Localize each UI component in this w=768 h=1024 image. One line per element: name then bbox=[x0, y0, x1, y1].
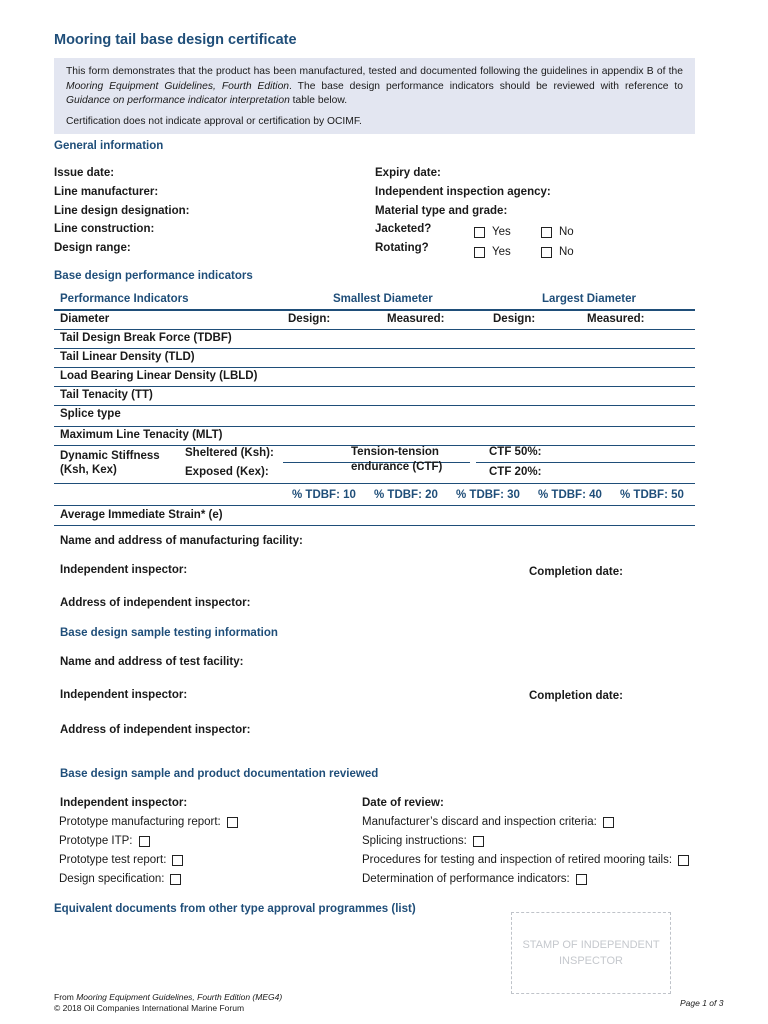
doc-item-right[interactable]: Determination of performance indicators: bbox=[362, 873, 587, 885]
row-rule bbox=[54, 405, 695, 406]
doc-checkbox[interactable] bbox=[678, 855, 689, 866]
intro-paragraph: This form demonstrates that the product has been manufactured, tested and documented following the guidelines in appendix B of the Mooring Equipment Guidelines, Fourth Edition. The base design performance indicators should be reviewed with reference to Guidance on performance indicator interpretation table below. bbox=[66, 66, 683, 106]
strain-label: Average Immediate Strain* (e) bbox=[60, 509, 223, 521]
row-rule bbox=[54, 426, 695, 427]
page-title: Mooring tail base design certificate bbox=[54, 32, 297, 48]
expiry-date-label: Expiry date: bbox=[375, 167, 441, 179]
equivalent-documents-heading: Equivalent documents from other type approval programmes (list) bbox=[54, 903, 416, 915]
diameter-label: Diameter bbox=[60, 313, 110, 325]
indicator-row: Maximum Line Tenacity (MLT) bbox=[60, 429, 223, 441]
doc-item-left[interactable]: Design specification: bbox=[59, 873, 181, 885]
inspection-agency-label: Independent inspection agency: bbox=[375, 186, 551, 198]
doc-checkbox[interactable] bbox=[227, 817, 238, 828]
indicator-row: Tail Design Break Force (TDBF) bbox=[60, 332, 232, 344]
jacketed-yes-option[interactable]: Yes bbox=[474, 226, 511, 238]
rotating-no-checkbox[interactable] bbox=[541, 247, 552, 258]
exposed-label: Exposed (Kex): bbox=[185, 466, 269, 478]
documentation-inspector-label: Independent inspector: bbox=[60, 797, 188, 809]
row-rule bbox=[54, 367, 695, 368]
tdbf-30: % TDBF: 30 bbox=[456, 489, 520, 501]
tdbf-20: % TDBF: 20 bbox=[374, 489, 438, 501]
line-design-designation-label: Line design designation: bbox=[54, 205, 190, 217]
issue-date-label: Issue date: bbox=[54, 167, 115, 179]
line-manufacturer-label: Line manufacturer: bbox=[54, 186, 159, 198]
testing-address-label: Address of independent inspector: bbox=[60, 724, 251, 736]
material-type-label: Material type and grade: bbox=[375, 205, 508, 217]
doc-checkbox[interactable] bbox=[172, 855, 183, 866]
doc-checkbox[interactable] bbox=[473, 836, 484, 847]
ctf50-label: CTF 50%: bbox=[489, 446, 542, 458]
jacketed-label: Jacketed? bbox=[375, 223, 432, 235]
tdbf-40: % TDBF: 40 bbox=[538, 489, 602, 501]
rotating-no-option[interactable]: No bbox=[541, 246, 574, 258]
doc-checkbox[interactable] bbox=[170, 874, 181, 885]
rotating-label: Rotating? bbox=[375, 242, 429, 254]
indicator-row: Load Bearing Linear Density (LBLD) bbox=[60, 370, 258, 382]
doc-item-right[interactable]: Procedures for testing and inspection of retired mooring tails: bbox=[362, 854, 689, 866]
testing-inspector-label: Independent inspector: bbox=[60, 689, 188, 701]
indicator-row: Splice type bbox=[60, 408, 121, 420]
row-rule bbox=[54, 525, 695, 526]
footer-source: From Mooring Equipment Guidelines, Fourth Edition (MEG4) bbox=[54, 992, 283, 1002]
intro-box bbox=[54, 58, 695, 134]
tdbf-10: % TDBF: 10 bbox=[292, 489, 356, 501]
doc-checkbox[interactable] bbox=[139, 836, 150, 847]
row-rule bbox=[54, 505, 695, 506]
test-facility-label: Name and address of test facility: bbox=[60, 656, 244, 668]
doc-checkbox[interactable] bbox=[603, 817, 614, 828]
design-range-label: Design range: bbox=[54, 242, 131, 254]
manufacturing-completion-label: Completion date: bbox=[529, 566, 623, 578]
tdbf-50: % TDBF: 50 bbox=[620, 489, 684, 501]
doc-item-left[interactable]: Prototype ITP: bbox=[59, 835, 150, 847]
row-rule bbox=[54, 386, 695, 387]
footer bbox=[54, 992, 282, 1014]
line-construction-label: Line construction: bbox=[54, 223, 155, 235]
jacketed-no-option[interactable]: No bbox=[541, 226, 574, 238]
doc-item-left[interactable]: Prototype manufacturing report: bbox=[59, 816, 238, 828]
row-rule bbox=[54, 483, 695, 484]
largest-design-label: Design: bbox=[493, 313, 536, 325]
indicators-heading: Base design performance indicators bbox=[54, 270, 253, 282]
intro-disclaimer: Certification does not indicate approval or certification by OCIMF. bbox=[66, 115, 362, 127]
smallest-measured-label: Measured: bbox=[387, 313, 445, 325]
ctf-rule bbox=[476, 462, 695, 463]
row-rule bbox=[54, 348, 695, 349]
col-smallest-diameter: Smallest Diameter bbox=[333, 293, 433, 305]
date-of-review-label: Date of review: bbox=[362, 797, 444, 809]
dynamic-stiffness-sub: (Ksh, Kex) bbox=[60, 464, 117, 476]
footer-copyright: © 2018 Oil Companies International Marine Forum bbox=[54, 1003, 245, 1013]
ctf20-label: CTF 20%: bbox=[489, 466, 542, 478]
doc-checkbox[interactable] bbox=[576, 874, 587, 885]
smallest-design-label: Design: bbox=[288, 313, 331, 325]
tension-label: Tension-tension bbox=[351, 446, 439, 458]
manufacturing-inspector-label: Independent inspector: bbox=[60, 564, 188, 576]
documentation-heading: Base design sample and product documentation reviewed bbox=[60, 768, 379, 780]
doc-item-right[interactable]: Splicing instructions: bbox=[362, 835, 484, 847]
largest-measured-label: Measured: bbox=[587, 313, 645, 325]
col-performance-indicators: Performance Indicators bbox=[60, 293, 189, 305]
dynamic-stiffness-label: Dynamic Stiffness bbox=[60, 450, 160, 462]
indicator-row: Tail Linear Density (TLD) bbox=[60, 351, 195, 363]
stamp-text: STAMP OF INDEPENDENT INSPECTOR bbox=[522, 939, 660, 967]
doc-item-left[interactable]: Prototype test report: bbox=[59, 854, 183, 866]
page-number: Page 1 of 3 bbox=[680, 998, 724, 1008]
tension-sub: endurance (CTF) bbox=[351, 461, 443, 473]
rotating-yes-checkbox[interactable] bbox=[474, 247, 485, 258]
row-rule bbox=[54, 329, 695, 330]
rotating-yes-option[interactable]: Yes bbox=[474, 246, 511, 258]
sheltered-label: Sheltered (Ksh): bbox=[185, 447, 274, 459]
general-heading: General information bbox=[54, 140, 164, 152]
col-largest-diameter: Largest Diameter bbox=[542, 293, 636, 305]
indicator-row: Tail Tenacity (TT) bbox=[60, 389, 153, 401]
testing-heading: Base design sample testing information bbox=[60, 627, 278, 639]
doc-item-right[interactable]: Manufacturer’s discard and inspection criteria: bbox=[362, 816, 614, 828]
testing-completion-label: Completion date: bbox=[529, 690, 623, 702]
manufacturing-facility-label: Name and address of manufacturing facility: bbox=[60, 535, 303, 547]
table-header-rule bbox=[54, 309, 695, 311]
stamp-box bbox=[511, 912, 671, 994]
manufacturing-address-label: Address of independent inspector: bbox=[60, 597, 251, 609]
jacketed-no-checkbox[interactable] bbox=[541, 227, 552, 238]
jacketed-yes-checkbox[interactable] bbox=[474, 227, 485, 238]
